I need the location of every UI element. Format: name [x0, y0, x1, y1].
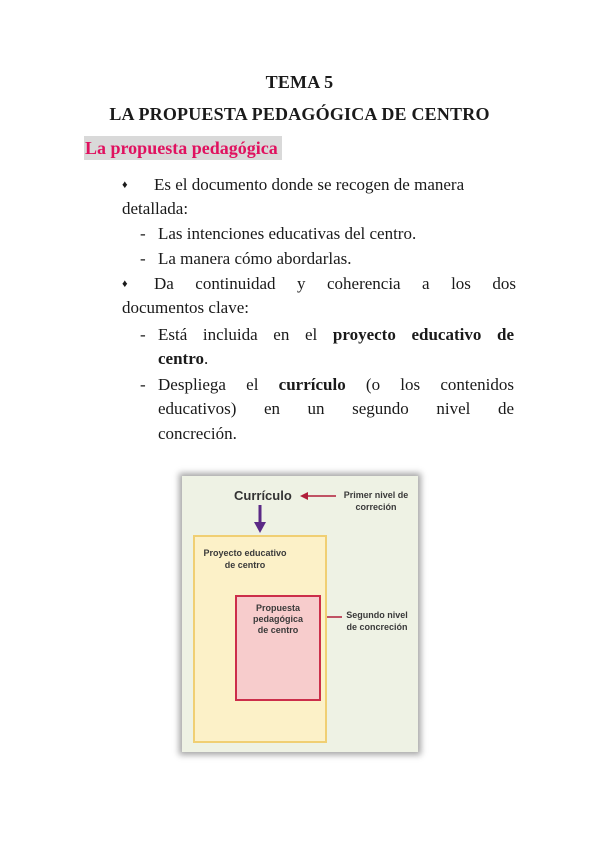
bullet-1-line-1: [122, 173, 516, 197]
bullet-1-item-2: La manera cómo abordarlas.: [158, 249, 352, 268]
bullet-2-item-2-line-2: educativos) en un segundo nivel de: [158, 399, 514, 418]
propuesta-line-1: Propuesta: [255, 603, 300, 613]
proyecto-educativo-label: [195, 547, 295, 571]
primer-nivel-arrowhead: [300, 492, 308, 500]
segundo-line-1: Segundo nivel: [346, 610, 408, 620]
bullet-2-item-2-line-1: [158, 373, 514, 397]
bullet-2-item-1-line-2: [158, 347, 208, 371]
proyecto-line-1: Proyecto educativo: [203, 548, 287, 558]
segundo-line-2: de concreción: [346, 622, 408, 632]
item-text: (o los contenidos: [345, 375, 514, 394]
propuesta-line-3: de centro: [257, 625, 299, 635]
curriculo-arrowhead: [254, 522, 266, 533]
centro-term: centro: [158, 349, 204, 368]
bullet-1-text: Es el documento donde se recogen de manera: [154, 175, 465, 194]
proyecto-line-2: de centro: [224, 560, 266, 570]
propuesta-line-2: pedagógica: [252, 614, 303, 624]
bullet-2-item-2-line-3: concreción.: [158, 424, 237, 443]
item-text: Está incluida en el: [158, 325, 333, 344]
propuesta-pedagogica-label: [237, 603, 319, 636]
section-heading: La propuesta pedagógica: [84, 136, 282, 160]
segundo-nivel-label: [340, 609, 414, 633]
bullet-2-line-1: [122, 272, 516, 296]
primer-nivel-line-1: Primer nivel de: [343, 490, 409, 500]
period: .: [203, 349, 209, 368]
proyecto-educativo-term: proyecto educativo de: [332, 325, 514, 344]
diamond-bullet-icon: ♦: [122, 278, 128, 290]
propuesta-pedagogica-box: [235, 595, 321, 701]
bullet-1-item-1: Las intenciones educativas del centro.: [158, 224, 417, 243]
primer-nivel-label: [338, 489, 414, 513]
concrecion-levels-diagram: [182, 476, 418, 752]
curriculo-term: currículo: [278, 375, 346, 394]
tema-heading: TEMA 5: [265, 72, 334, 92]
dash-marker: -: [140, 224, 146, 243]
bullet-2-line-2: documentos clave:: [122, 298, 249, 317]
dash-marker: -: [140, 249, 146, 268]
bullet-2-item-1-line-1: [158, 323, 514, 347]
item-text: Despliega el: [158, 375, 279, 394]
dash-marker: -: [140, 325, 146, 344]
bullet-1-line-2: detallada:: [122, 199, 189, 218]
diamond-bullet-icon: ♦: [122, 179, 128, 191]
dash-marker: -: [140, 375, 146, 394]
bullet-2-text: Da continuidad y coherencia a los dos: [154, 274, 516, 293]
primer-nivel-line-2: correción: [355, 502, 397, 512]
curriculo-label: Currículo: [234, 488, 292, 503]
document-title: LA PROPUESTA PEDAGÓGICA DE CENTRO: [109, 104, 490, 124]
